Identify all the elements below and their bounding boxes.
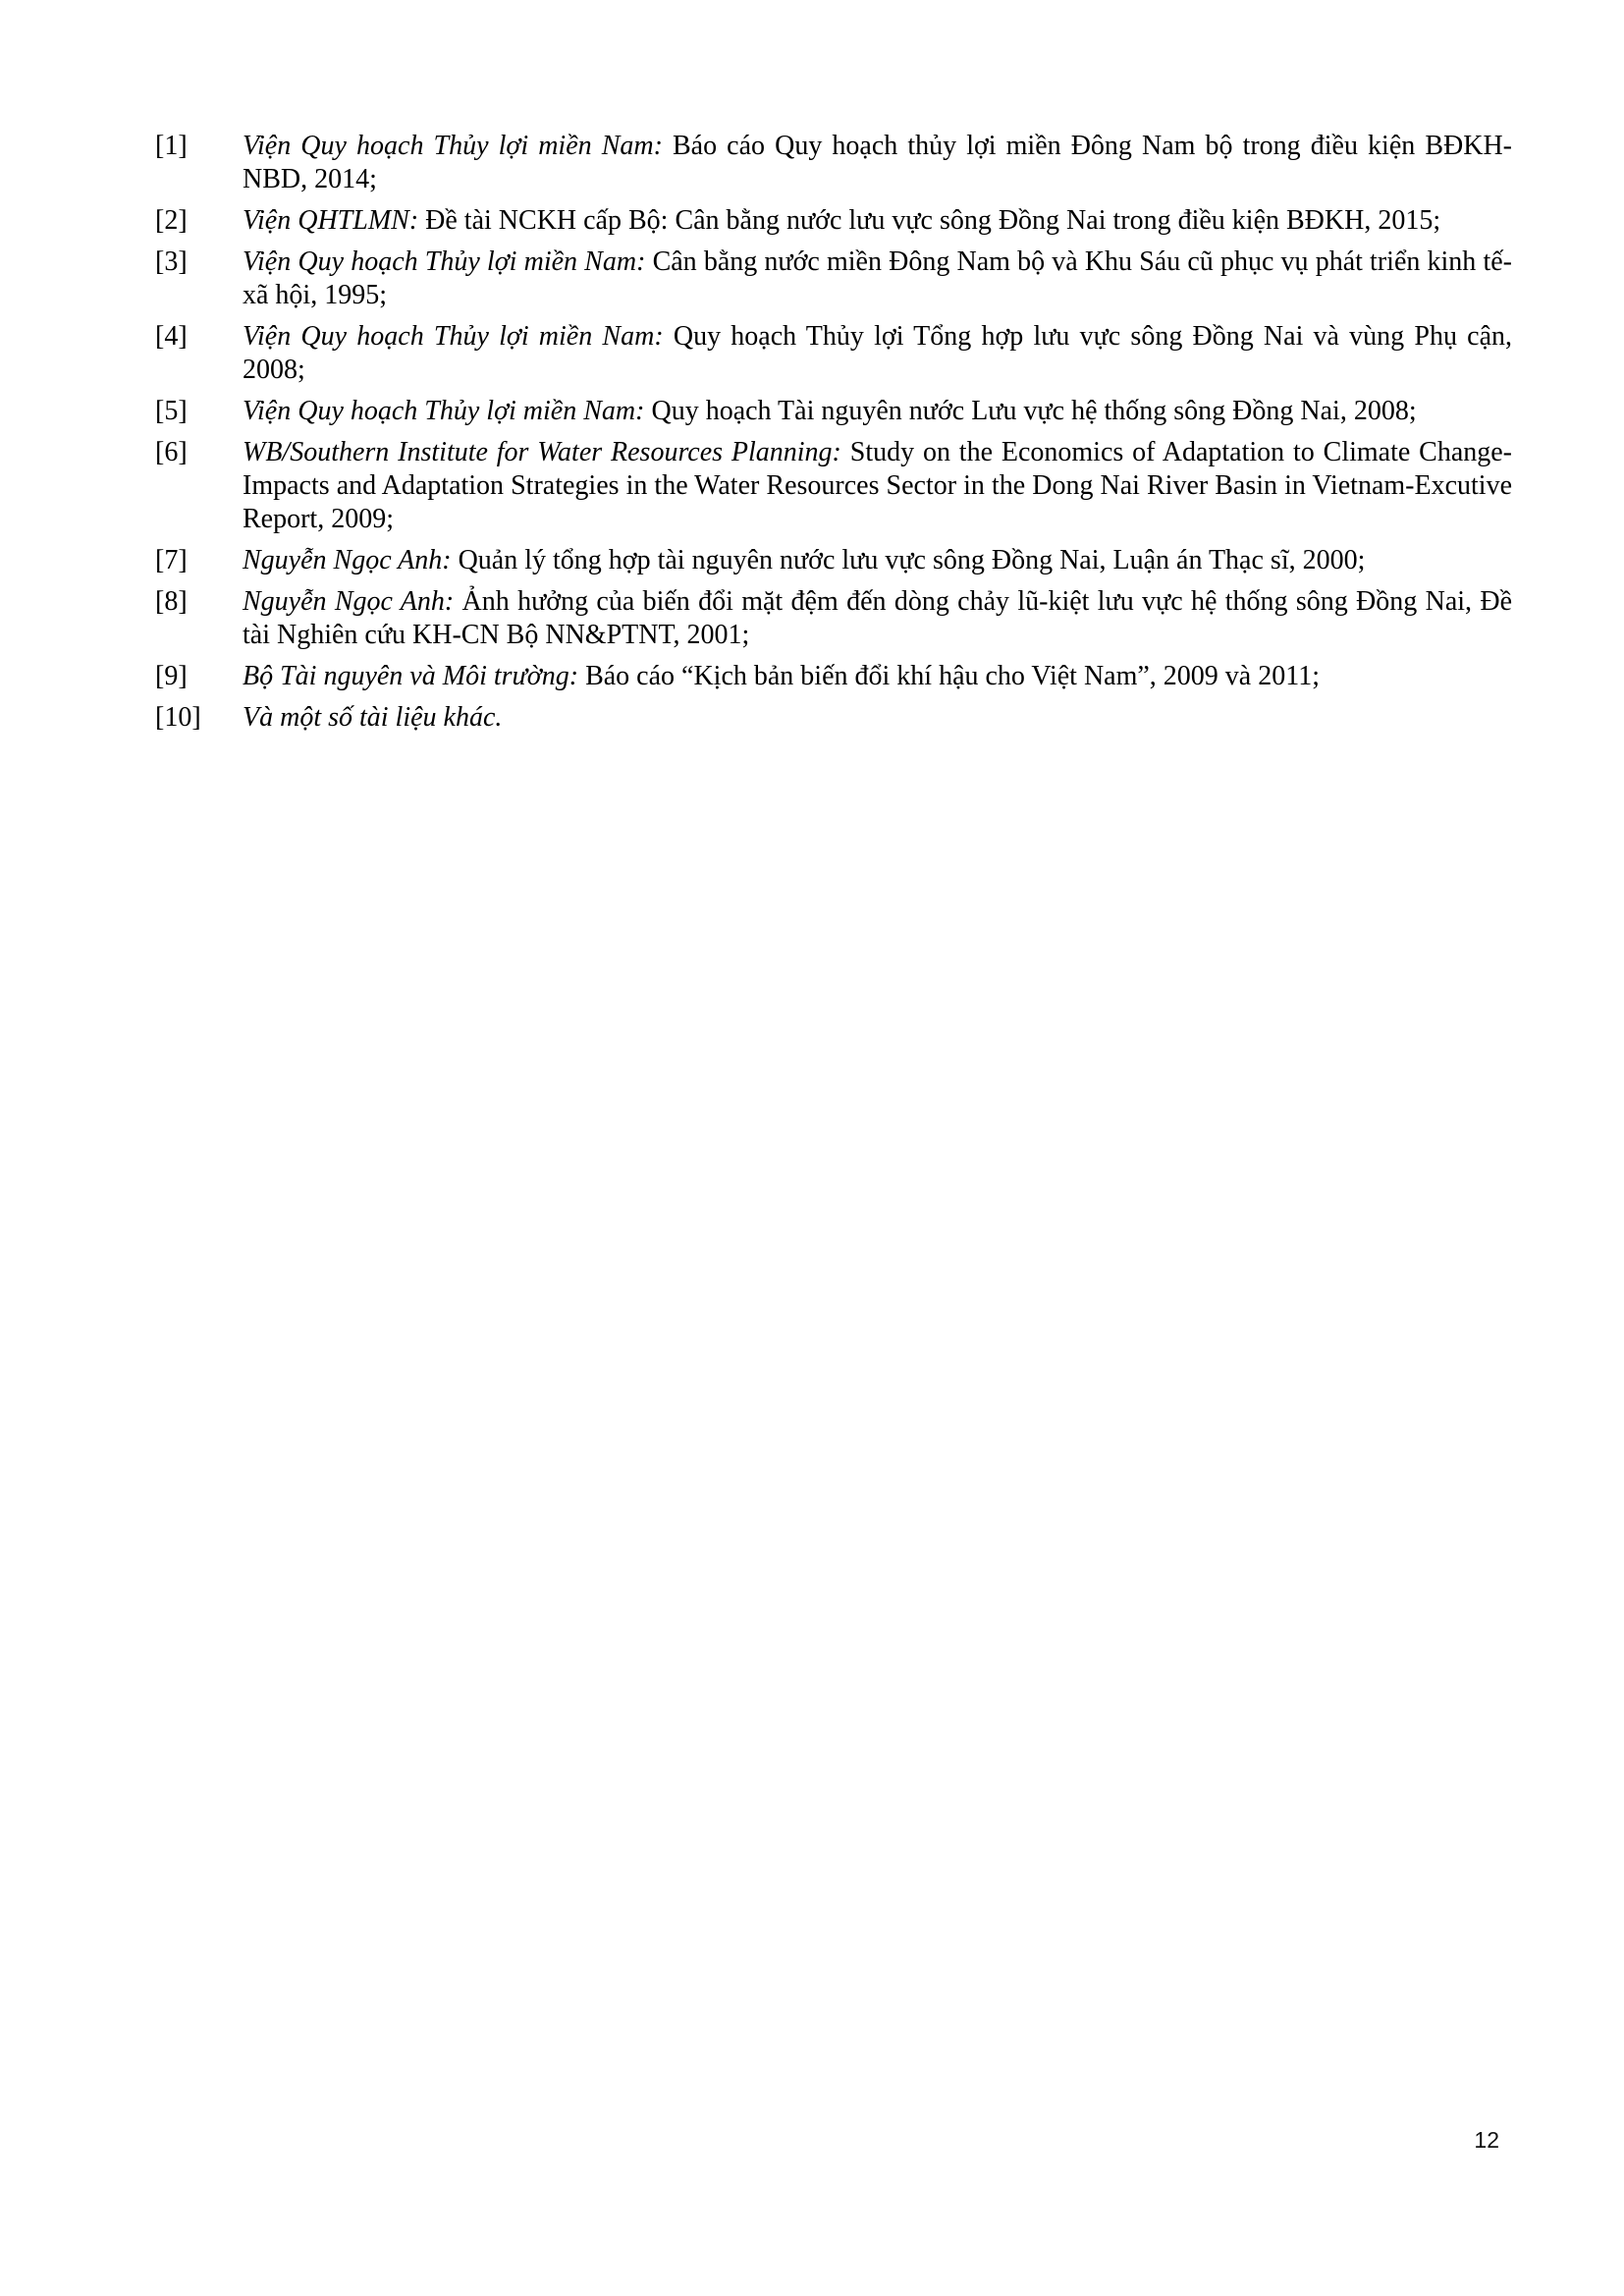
reference-text: Cân bằng nước miền Đông Nam bộ và Khu Sáu cũ phục vụ phát triển kinh tế-xã hội, 1995; bbox=[243, 246, 1512, 310]
reference-label: [1] bbox=[155, 131, 188, 161]
reference-text: Quy hoạch Tài nguyên nước Lưu vực hệ thống sông Đồng Nai, 2008; bbox=[651, 396, 1417, 426]
page-number: 12 bbox=[1474, 2127, 1499, 2153]
reference-body bbox=[243, 660, 1512, 693]
reference-item-2 bbox=[155, 204, 1512, 238]
reference-author: Và một số tài liệu khác. bbox=[243, 702, 503, 733]
reference-text: Quản lý tổng hợp tài nguyên nước lưu vực sông Đồng Nai, Luận án Thạc sĩ, 2000; bbox=[458, 545, 1366, 575]
reference-body bbox=[243, 204, 1512, 238]
reference-text: Study on the Economics of Adaptation to Climate Change-Impacts and Adaptation Strategies in the Water Resources Sector in the Dong Nai River Basin in Vietnam-Excutive Report, 2009; bbox=[243, 437, 1513, 534]
reference-text: Quy hoạch Thủy lợi Tổng hợp lưu vực sông Đồng Nai và vùng Phụ cận, 2008; bbox=[243, 321, 1512, 385]
reference-label: [10] bbox=[155, 702, 201, 733]
reference-item-4 bbox=[155, 320, 1512, 387]
reference-text: Báo cáo “Kịch bản biến đổi khí hậu cho Việt Nam”, 2009 và 2011; bbox=[585, 661, 1320, 691]
reference-item-6 bbox=[155, 436, 1512, 536]
reference-list bbox=[155, 130, 1512, 742]
reference-author: WB/Southern Institute for Water Resources Planning: bbox=[243, 437, 841, 467]
reference-body bbox=[243, 130, 1512, 196]
reference-label: [5] bbox=[155, 396, 188, 426]
reference-text: Ảnh hưởng của biến đổi mặt đệm đến dòng chảy lũ-kiệt lưu vực hệ thống sông Đồng Nai, Đề tài Nghiên cứu KH-CN Bộ NN&PTNT, 2001; bbox=[243, 586, 1512, 650]
reference-text: Đề tài NCKH cấp Bộ: Cân bằng nước lưu vực sông Đồng Nai trong điều kiện BĐKH, 2015; bbox=[425, 205, 1441, 236]
reference-author: Viện Quy hoạch Thủy lợi miền Nam: bbox=[243, 396, 645, 426]
reference-label: [6] bbox=[155, 437, 188, 467]
reference-author: Viện Quy hoạch Thủy lợi miền Nam: bbox=[243, 321, 664, 352]
reference-text: Báo cáo Quy hoạch thủy lợi miền Đông Nam bộ trong điều kiện BĐKH-NBD, 2014; bbox=[243, 131, 1512, 194]
reference-body bbox=[243, 544, 1512, 577]
reference-author: Nguyễn Ngọc Anh: bbox=[243, 545, 452, 575]
reference-label: [9] bbox=[155, 661, 188, 691]
reference-item-9 bbox=[155, 660, 1512, 693]
reference-label: [7] bbox=[155, 545, 188, 575]
reference-item-8 bbox=[155, 585, 1512, 652]
reference-author: Bộ Tài nguyên và Môi trường: bbox=[243, 661, 579, 691]
reference-item-10 bbox=[155, 701, 1512, 735]
reference-item-5 bbox=[155, 395, 1512, 428]
reference-body bbox=[243, 701, 1512, 735]
reference-body bbox=[243, 395, 1512, 428]
reference-item-3 bbox=[155, 246, 1512, 312]
reference-body bbox=[243, 585, 1512, 652]
reference-author: Viện QHTLMN: bbox=[243, 205, 419, 236]
reference-body bbox=[243, 436, 1512, 536]
reference-label: [2] bbox=[155, 205, 188, 236]
reference-item-1 bbox=[155, 130, 1512, 196]
reference-label: [3] bbox=[155, 246, 188, 277]
reference-author: Viện Quy hoạch Thủy lợi miền Nam: bbox=[243, 131, 663, 161]
reference-label: [4] bbox=[155, 321, 188, 352]
reference-label: [8] bbox=[155, 586, 188, 617]
reference-author: Viện Quy hoạch Thủy lợi miền Nam: bbox=[243, 246, 646, 277]
reference-body bbox=[243, 320, 1512, 387]
reference-author: Nguyễn Ngọc Anh: bbox=[243, 586, 455, 617]
reference-item-7 bbox=[155, 544, 1512, 577]
reference-body bbox=[243, 246, 1512, 312]
